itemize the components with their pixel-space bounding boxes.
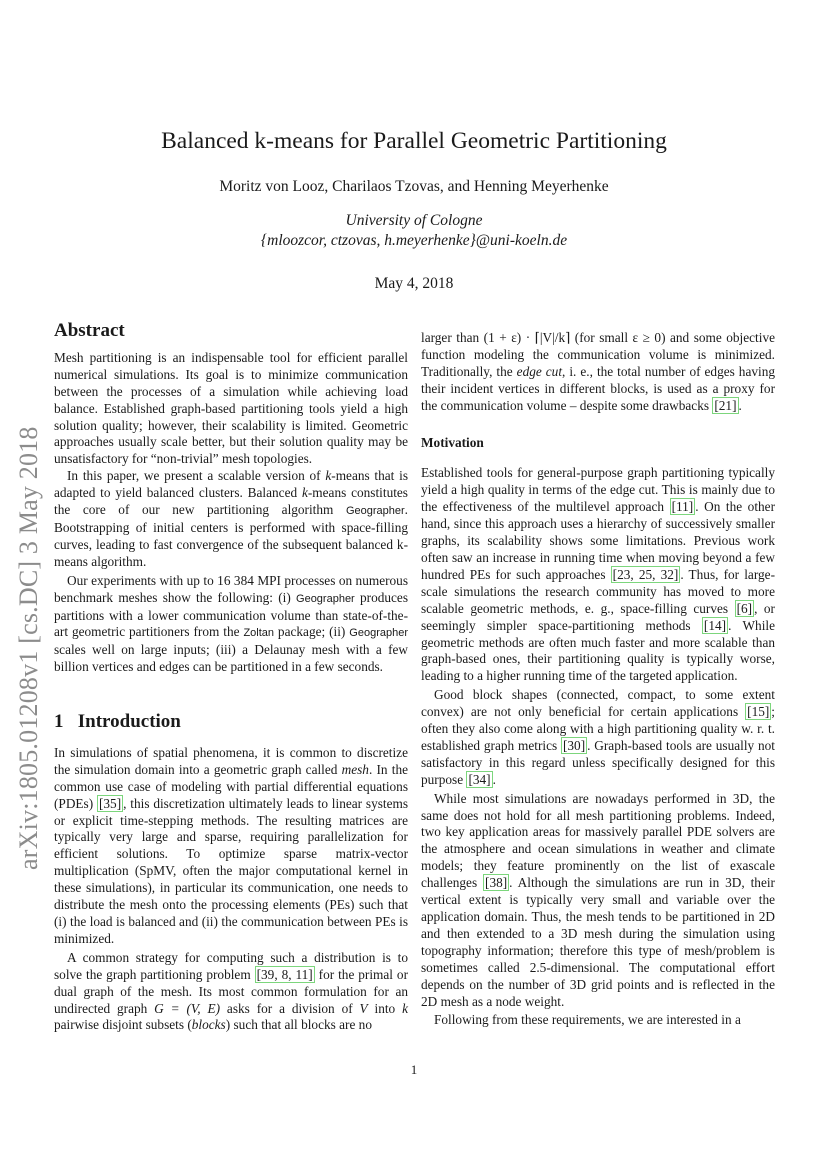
citation-link[interactable]: [6] xyxy=(736,600,753,616)
citation-link[interactable]: [23, 25, 32] xyxy=(612,566,679,582)
abstract-paragraph-2: In this paper, we present a scalable version of k-means that is adapted to yield balanced clusters. Balanced k-means constitutes the core of our new partitioning algorithm Geographer. Bootstrapping of initial centers is performed with space-filling curves, leading to fast convergence of the subsequent balanced k-means algorithm. xyxy=(54,468,409,569)
citation-link[interactable]: [34] xyxy=(468,771,491,787)
page-number: 1 xyxy=(410,1062,418,1077)
abstract-paragraph-3: Our experiments with up to 16 384 MPI processes on numerous benchmark meshes show the following: (i) Geographer produces partitions with a lower communication volume than state-of-the-art geometric partitioners from the Zoltan package; (ii) Geographer scales well on large inputs; (iii) a Delaunay mesh with a few billion vertices and edges can be partitioned in a few seconds. xyxy=(54,572,408,675)
paper-date: May 4, 2018 xyxy=(374,275,454,292)
motivation-paragraph-2: Good block shapes (connected, compact, to some extent convex) are not only beneficial for certain applications [15] ; often they also come along with a high partitioning quality w. r. t. established graph metrics [30] . Graph-based tools are usually not satisfactory in this regard unless specifically designed for this purpose [34] . xyxy=(421,687,775,787)
citation-link[interactable]: [11] xyxy=(671,499,694,515)
right-column xyxy=(421,330,775,1029)
abstract-section xyxy=(54,320,409,676)
citation-link[interactable]: [30] xyxy=(562,737,586,753)
citation-link[interactable]: [35] xyxy=(98,795,122,811)
introduction-heading: 1 Introduction xyxy=(54,711,181,732)
author-list: Moritz von Looz, Charilaos Tzovas, and Henning Meyerhenke xyxy=(219,178,609,195)
abstract-paragraph-1: Mesh partitioning is an indispensable tool for efficient parallel numerical simulations. Its goal is to minimize communication between the processes of a simulation while achieving load balance. Established graph-based partitioning tools yield a high solution quality; however, their scalability is limited. Geometric approaches usually scale better, but their solution quality may be unsatisfactory for “non-trivial” mesh topologies. xyxy=(54,349,408,467)
affiliation: University of Cologne xyxy=(345,212,483,229)
affiliation-block xyxy=(0,211,828,251)
abstract-heading: Abstract xyxy=(54,320,125,341)
citation-link[interactable]: [39, 8, 11] xyxy=(256,966,313,982)
motivation-heading: Motivation xyxy=(421,434,484,450)
motivation-paragraph-3: While most simulations are nowadays performed in 3D, the same does not hold for all mesh partitioning problems. Indeed, two key application areas for massively parallel PDE solvers are the atmosphere and ocean simulations in weather and climate models; they feature prominently on the list of exascale challenges [38] . Although the simulations are run in 3D, their vertical extent is typically very small and variable over the application domain. Thus, the mesh tends to be partitioned in 2D and then extended to a 3D mesh during the simulation using topography information; therefore this type of mesh/problem is sometimes called 2.5-dimensional. The computational effort depends on the number of 3D grid points and is reflected in the 2D mesh as a node weight. xyxy=(421,790,775,1009)
author-emails: {mloozcor, ctzovas, h.meyerhenke}@uni-koeln.de xyxy=(260,232,568,249)
intro-paragraph-1: In simulations of spatial phenomena, it is common to discretize the simulation domain into a geometric graph called mesh. In the common use case of modeling with partial differential equations (PDEs) [35] , this discretization ultimately leads to linear systems or explicit time-stepping methods. The resulting matrices are typically very large and sparse, requiring parallelization for efficient solutions. To optimize sparse matrix-vector multiplication (SpMV, often the major computational kernel in these simulations), in particular its communication, one needs to distribute the mesh onto the processing elements (PEs) such that (i) the load is balanced and (ii) the communication between PEs is minimized. xyxy=(54,744,409,946)
citation-link[interactable]: [21] xyxy=(714,397,737,413)
continuation-paragraph: larger than (1 + ε) · ⌈|V|/k⌉ (for small ε ≥ 0) and some objective function modeling the communication volume is minimized. Traditionally, the edge cut, i. e., the total number of edges having their incident vertices in different blocks, is used as a proxy for the communication volume – despite some drawbacks [21] . xyxy=(421,330,775,413)
paper-title: Balanced k-means for Parallel Geometric Partitioning xyxy=(161,128,667,154)
introduction-section xyxy=(54,711,409,1034)
arxiv-side-identifier: arXiv:1805.01208v1 [cs.DC] 3 May 2018 xyxy=(14,426,43,870)
motivation-paragraph-4: Following from these requirements, we are interested in a xyxy=(434,1012,741,1028)
citation-link[interactable]: [15] xyxy=(747,704,770,720)
intro-paragraph-2: A common strategy for computing such a distribution is to solve the graph partitioning problem [39, 8, 11] for the primal or dual graph of the mesh. Its most common formulation for an undirected graph G = (V, E) asks for a division of V into k pairwise disjoint subsets (blocks) such that all blocks are no xyxy=(54,949,408,1033)
motivation-paragraph-1: Established tools for general-purpose graph partitioning typically yield a high quality in terms of the edge cut. This is mainly due to the effectiveness of the multilevel approach [11] . On the other hand, since this approach uses a hierarchy of successively smaller graphs, its scalability shows some limitations. Previous work often saw an increase in running time when moving beyond a few hundred PEs for such approaches [23, 25, 32] . Thus, for large-scale simulations the research community has moved to more scalable geometric methods, e. g., space-filling curves [6] , or seemingly simpler space-partitioning methods [14] . While geometric methods are often much faster and more scalable than graph-based ones, their partitioning quality is typically worse, leading to a higher running time of the targeted application. xyxy=(421,465,775,684)
citation-link[interactable]: [14] xyxy=(703,617,727,633)
citation-link[interactable]: [38] xyxy=(485,875,508,891)
